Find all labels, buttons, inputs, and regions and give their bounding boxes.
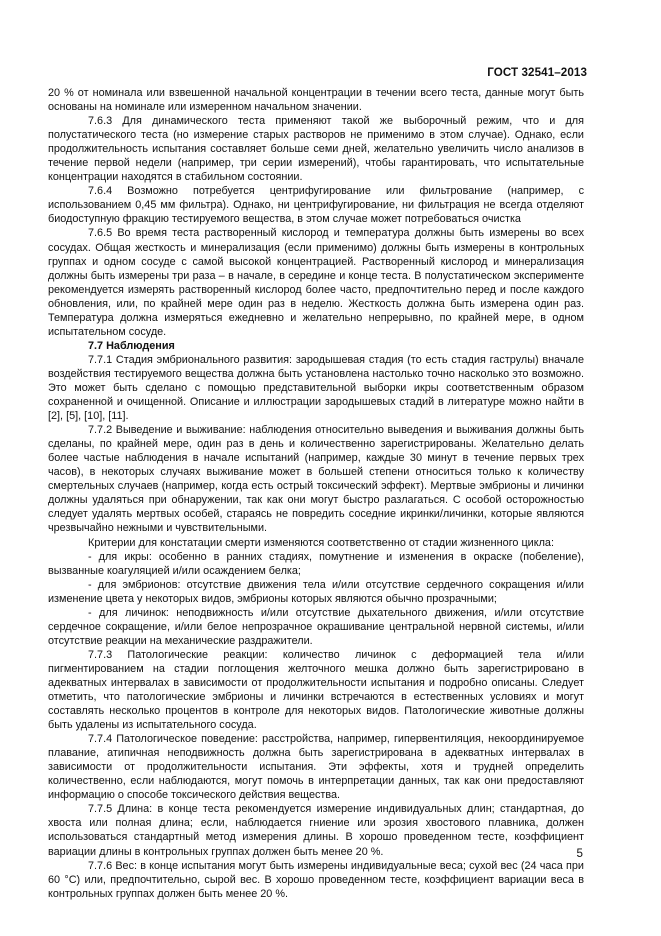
document-id: ГОСТ 32541–2013	[487, 66, 587, 79]
paragraph-7-7-4: 7.7.4 Патологическое поведение: расстройства, например, гипервентиляция, некоординируемое плавание, атипичная неподвижность должна быть зарегистрирована в адекватных интервалах в зависимости от продолжительности испытания. Эти эффекты, хотя и трудней определить количественно, если наблюдаются, могут помочь в интерпретации данных, так как они предоставляют информацию о способе токсического действия вещества.	[48, 733, 584, 802]
paragraph-death-criteria: Критерии для констатации смерти изменяются соответственно от стадии жизненного цикла:	[88, 536, 554, 549]
paragraph-7-6-5: 7.6.5 Во время теста растворенный кислород и температура должны быть измерены во всех сосудах. Общая жесткость и минерализация (если применимо) должны быть измерены в контрольных группах и одном сосуде с самой высокой концентрацией. Растворенный кислород и минерализация должны быть измерены три раза – в начале, в середине и конце теста. В полустатическом эксперименте рекомендуется измерять растворенный кислород более часто, предпочтительно перед и после каждого обновления, или, по крайней мере один раз в неделю. Жесткость должна быть измерена один раз. Температура должна измеряться ежедневно и желательно непрерывно, по крайней мере, в одном испытательном сосуде.	[48, 227, 584, 338]
paragraph-7-6-3: 7.6.3 Для динамического теста применяют такой же выборочный режим, что и для полустатического теста (но измерение старых растворов не применимо в этом случае). Однако, если продолжительность испытания составляет больше семи дней, желательно увеличить число анализов в течение первой недели (например, три серии измерений), чтобы гарантировать, что испытательные концентрации находятся в стабильном состоянии.	[48, 115, 584, 184]
section-heading-7-7: 7.7 Наблюдения	[88, 339, 175, 352]
list-item-eggs: - для икры: особенно в ранних стадиях, помутнение и изменения в окраске (побеление), вызванные коагуляцией и/или осаждением белка;	[48, 550, 584, 577]
paragraph-continuation: 20 % от номинала или взвешенной начальной концентрации в течении всего теста, данные могут быть основаны на номинале или измеренном начальном значении.	[48, 87, 584, 114]
paragraph-7-7-6: 7.7.6 Вес: в конце испытания могут быть измерены индивидуальные веса; сухой вес (24 часа при 60 °С) или, предпочтительно, сырой вес. В хорошо проведенном тесте, коэффициент вариации веса в контрольных группах должен быть менее 20 %.	[48, 859, 584, 900]
list-item-larvae: - для личинок: неподвижность и/или отсутствие дыхательного движения, и/или отсутствие сердечное сокращение, и/или белое непрозрачное окрашивание центральной нервной системы, и/или отсутствие реакции на механические раздражители.	[48, 606, 584, 647]
list-item-embryos: - для эмбрионов: отсутствие движения тела и/или отсутствие сердечного сокращения и/или изменение цвета у некоторых видов, эмбрионы которых являются обычно прозрачными;	[48, 578, 584, 605]
paragraph-7-7-1: 7.7.1 Стадия эмбрионального развития: зародышевая стадия (то есть стадия гаструлы) вначале воздействия тестируемого вещества должна быть установлена настолько точно насколько это возможно. Это может быть сделано с помощью представительной выборки икры соответственным образом сохраненной и очищенной. Описание и иллюстрации зародышевых стадий в литературе можно найти в [2], [5], [10], [11].	[48, 353, 584, 423]
paragraph-7-6-4: 7.6.4 Возможно потребуется центрифугирование или фильтрование (например, с использованием 0,45 мм фильтра). Однако, ни центрифугирование, ни фильтрация не всегда отделяют биодоступную фракцию тестируемого вещества, в этом случае может потребоваться очистка	[48, 185, 584, 226]
page-number: 5	[576, 847, 583, 860]
paragraph-7-7-2: 7.7.2 Выведение и выживание: наблюдения относительно выведения и выживания должны быть сделаны, по крайней мере, один раз в день и количественно зарегистрированы. Желательно делать более частые наблюдения в начале испытаний (например, каждые 30 минут в течение первых трех часов), в некоторых случаях выживание может в большей степени относиться только к количеству смертельных случаев (например, когда есть острый токсический эффект). Мертвые эмбрионы и личинки должны удаляться при обнаружении, так как они могут быстро разлагаться. С особой осторожностью следует удалять мертвых особей, стараясь не повредить соседние икринки/личинки, которые являются чрезвычайно нежными и чувствительными.	[48, 424, 584, 535]
paragraph-7-7-3: 7.7.3 Патологические реакции: количество личинок с деформацией тела и/или пигментированием на стадии поглощения желточного мешка должно быть зарегистрировано в адекватных интервалах в зависимости от продолжительности испытания и подробно описаны. Следует отметить, что патологические эмбрионы и личинки встречаются в естественных условиях и могут составлять несколько процентов в контроле для некоторых видов. Патологические животные должны быть удалены из испытательного сосуда.	[48, 648, 584, 732]
body-text	[48, 86, 584, 901]
paragraph-7-7-5: 7.7.5 Длина: в конце теста рекомендуется измерение индивидуальных длин; стандартная, до хвоста или полная длина; если, наблюдается гниение или эрозия хвостового плавника, должен использоваться стандартный метод измерения длины. В хорошо проведенном тесте, коэффициент вариации длины в контрольных группах должен быть менее 20 %.	[48, 803, 584, 858]
